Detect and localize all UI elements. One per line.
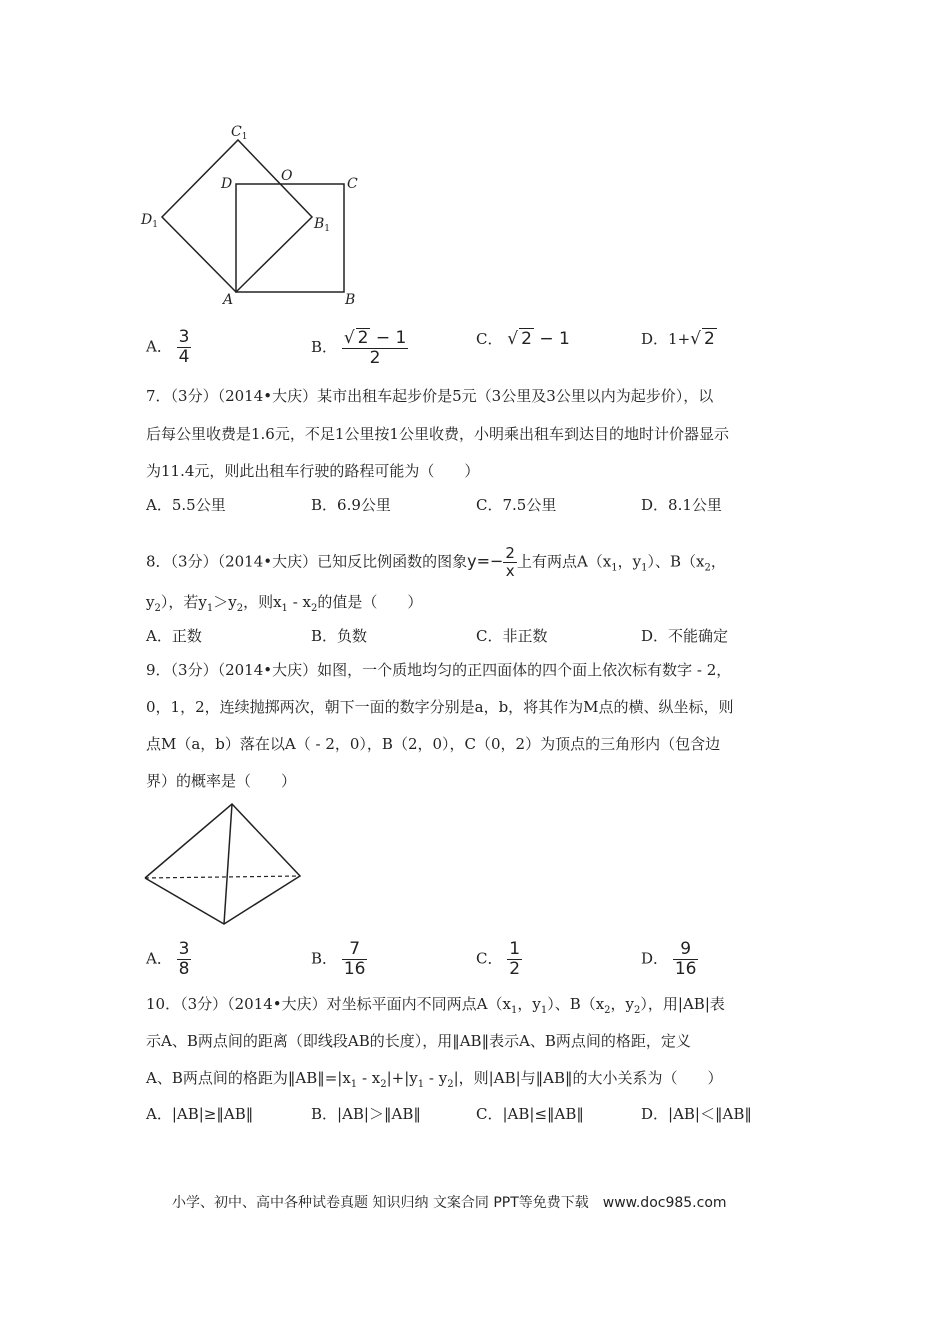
q7-line-3: 为11.4元，则此出租车行驶的路程可能为（ ）	[146, 462, 480, 480]
page-footer: 小学、初中、高中各种试卷真题 知识归纳 文案合同 PPT等免费下载 www.doc985.com	[172, 1195, 727, 1211]
label-c: C	[347, 176, 358, 192]
tetrahedron-figure	[138, 800, 308, 930]
q8-option-b[interactable]: B．负数	[311, 627, 368, 645]
q7-option-c[interactable]: C．7.5公里	[476, 496, 557, 514]
label-a: A	[223, 292, 234, 308]
q10-line-3: A、B两点间的格距为$‖AB‖=|x_1 - x_2|+|y_1 - y_2|$，则|AB|与‖AB‖的大小关系为（ ）	[146, 1069, 723, 1090]
label-b: B	[345, 292, 356, 308]
q10-line-1: 10．（3分）（2014•大庆）对坐标平面内不同两点$A(x_1$，$y_1$）、$B(x_2$，$y_2$），用|AB|表	[146, 995, 725, 1016]
q9-option-c[interactable]: C． $\frac{1}{2}$	[476, 939, 521, 979]
q8-option-c[interactable]: C．非正数	[476, 627, 548, 645]
q7-option-b[interactable]: B．6.9公里	[311, 496, 391, 514]
label-d1: $D_1$	[141, 212, 158, 230]
label-d: D	[221, 176, 233, 192]
q6-option-b[interactable]: B． $\frac{√ 2 - 1}{2}$	[311, 328, 407, 368]
q9-option-a[interactable]: A． $\frac{3}{8}$	[146, 939, 190, 979]
q10-option-b[interactable]: B．|AB|＞‖AB‖	[311, 1105, 421, 1123]
q7-line-2: 后每公里收费是1.6元，不足1公里按1公里收费，小明乘出租车到达目的地时计价器显示	[146, 425, 729, 443]
q6-option-c[interactable]: C． √ 2 − 1	[476, 329, 570, 349]
q7-option-d[interactable]: D．8.1公里	[641, 496, 722, 514]
label-b1: $B_1$	[314, 216, 331, 234]
q9-line-3: 点M（a，b）落在以A（ - 2，0），B（2，0），C（0，2）为顶点的三角形内（包含边	[146, 735, 721, 753]
q7-line-1: 7．（3分）（2014•大庆）某市出租车起步价是5元（3公里及3公里以内为起步价），以	[146, 387, 714, 405]
q10-option-d[interactable]: D．|AB|＜‖AB‖	[641, 1105, 752, 1123]
q9-option-b[interactable]: B． $\frac{7}{16}$	[311, 939, 366, 979]
label-o: O	[281, 168, 293, 184]
q10-option-a[interactable]: A．|AB|≥‖AB‖	[146, 1105, 254, 1123]
q6-option-a[interactable]: A． $\frac{3}{4}$	[146, 327, 190, 367]
q9-line-4: 界）的概率是（ ）	[146, 772, 297, 790]
q8-option-d[interactable]: D．不能确定	[641, 627, 729, 645]
q6-option-d[interactable]: D．1+√ 2	[641, 329, 715, 349]
q9-line-2: 0，1，2，连续抛掷两次，朝下一面的数字分别是a，b，将其作为M点的横、纵坐标，则	[146, 698, 734, 716]
q9-line-1: 9．（3分）（2014•大庆）如图，一个质地均匀的正四面体的四个面上依次标有数字 - 2，	[146, 661, 732, 679]
q8-line-1: 8．（3分）（2014•大庆）已知反比例函数的图象y=− $\frac{2}{x}$ 上有两点$A(x_1$，$y_1$）、$B(x_2$，	[146, 544, 726, 580]
q8-option-a[interactable]: A．正数	[146, 627, 202, 645]
label-c1: $C_1$	[231, 124, 248, 142]
square-rotation-figure	[135, 118, 375, 313]
q8-line-2: $y_2$），若$y_1>y_2$，则$x_1 - x_2$的值是（ ）	[146, 593, 423, 614]
q10-line-2: 示A、B两点间的距离（即线段AB的长度），用‖AB‖表示A、B两点间的格距，定义	[146, 1032, 691, 1050]
q10-option-c[interactable]: C．|AB|≤‖AB‖	[476, 1105, 584, 1123]
q7-option-a[interactable]: A．5.5公里	[146, 496, 226, 514]
q9-option-d[interactable]: D． $\frac{9}{16}$	[641, 939, 697, 979]
